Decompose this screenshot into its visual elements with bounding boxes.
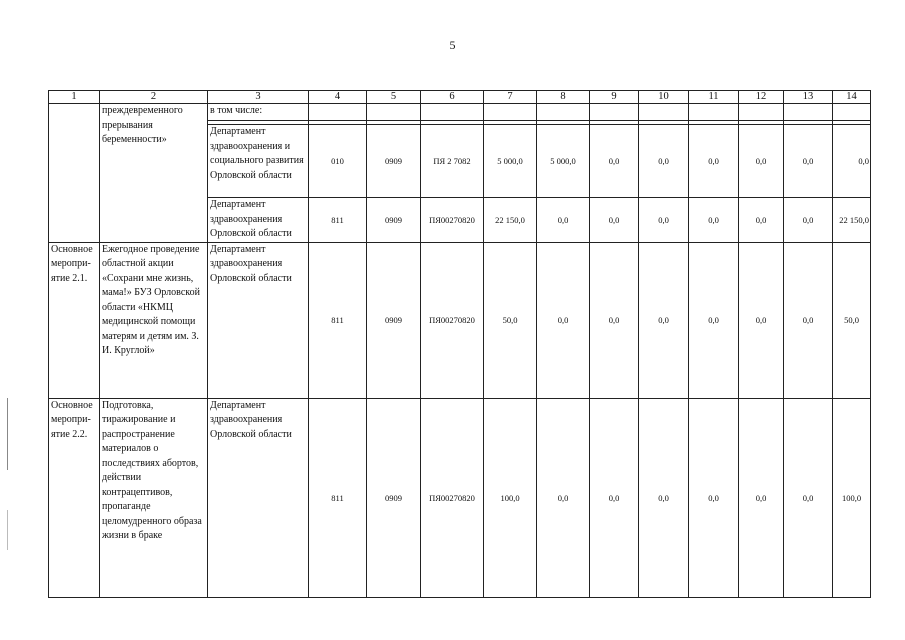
value-cell: 5 000,0 xyxy=(484,125,537,198)
value-cell: 0,0 xyxy=(689,125,739,198)
header-cell: 2 xyxy=(100,91,208,104)
value-cell: 0909 xyxy=(367,242,421,398)
value-cell: 0,0 xyxy=(784,242,833,398)
value-cell: 0,0 xyxy=(639,398,689,597)
value-cell: 0909 xyxy=(367,398,421,597)
value-cell: 22 150,0 xyxy=(833,198,871,243)
header-cell: 8 xyxy=(537,91,590,104)
value-cell: 0,0 xyxy=(590,198,639,243)
value-cell: 100,0 xyxy=(833,398,871,597)
value-cell: 0,0 xyxy=(689,198,739,243)
executor-cell: в том числе: xyxy=(208,104,309,121)
value-cell: 5 000,0 xyxy=(537,125,590,198)
header-cell: 9 xyxy=(590,91,639,104)
value-cell: 0,0 xyxy=(639,242,689,398)
table-row xyxy=(49,398,871,597)
budget-table-container xyxy=(48,90,870,592)
header-cell: 6 xyxy=(421,91,484,104)
event-number-cell: Основное меропри-ятие 2.2. xyxy=(49,398,100,597)
value-cell: 811 xyxy=(309,242,367,398)
value-cell: 010 xyxy=(309,125,367,198)
scan-edge-mark xyxy=(7,398,8,470)
value-cell: 50,0 xyxy=(833,242,871,398)
value-cell: 0,0 xyxy=(639,198,689,243)
value-cell: ПЯ00270820 xyxy=(421,198,484,243)
value-cell: 0,0 xyxy=(537,398,590,597)
value-cell: 0,0 xyxy=(784,125,833,198)
header-cell: 1 xyxy=(49,91,100,104)
header-cell: 7 xyxy=(484,91,537,104)
value-cell: 0,0 xyxy=(590,242,639,398)
event-name-cell: Подготовка, тиражирование и распространение материалов о последствиях абортов, действии контрацептивов, пропаганде целомудренного образа жизни в браке xyxy=(100,398,208,597)
value-cell: 0,0 xyxy=(537,198,590,243)
value-cell: 0,0 xyxy=(739,125,784,198)
page-number: 5 xyxy=(449,38,456,52)
value-cell: 0,0 xyxy=(537,242,590,398)
executor-cell: Департамент здравоохранения Орловской области xyxy=(208,398,309,597)
value-cell: 0,0 xyxy=(833,125,871,198)
budget-table xyxy=(48,90,871,598)
value-cell: 811 xyxy=(309,398,367,597)
value-cell: 0,0 xyxy=(689,398,739,597)
value-cell: 50,0 xyxy=(484,242,537,398)
value-cell: 0,0 xyxy=(590,125,639,198)
header-cell: 10 xyxy=(639,91,689,104)
header-cell: 5 xyxy=(367,91,421,104)
value-cell: 0,0 xyxy=(739,242,784,398)
value-cell: 22 150,0 xyxy=(484,198,537,243)
value-cell: 100,0 xyxy=(484,398,537,597)
value-cell: 0909 xyxy=(367,125,421,198)
executor-cell: Департамент здравоохранения Орловской области xyxy=(208,242,309,398)
table-row xyxy=(49,104,871,121)
event-number-cell: Основное меропри-ятие 2.1. xyxy=(49,242,100,398)
event-name-cell: преждевременного прерывания беременности» xyxy=(100,104,208,243)
header-cell: 12 xyxy=(739,91,784,104)
value-cell: 0,0 xyxy=(590,398,639,597)
value-cell: ПЯ00270820 xyxy=(421,242,484,398)
header-cell: 11 xyxy=(689,91,739,104)
value-cell: 0,0 xyxy=(784,198,833,243)
value-cell: 0,0 xyxy=(739,398,784,597)
value-cell: 811 xyxy=(309,198,367,243)
event-name-cell: Ежегодное проведение областной акции «Сохрани мне жизнь, мама!» БУЗ Орловской области «НКМЦ медицинской помощи матерям и детям им. З. И. Круглой» xyxy=(100,242,208,398)
value-cell: ПЯ00270820 xyxy=(421,398,484,597)
header-row xyxy=(49,91,871,104)
value-cell: 0909 xyxy=(367,198,421,243)
value-cell: 0,0 xyxy=(639,125,689,198)
executor-cell: Департамент здравоохранения и социального развития Орловской области xyxy=(208,125,309,198)
value-cell: 0,0 xyxy=(689,242,739,398)
value-cell: 0,0 xyxy=(739,198,784,243)
executor-cell: Департамент здравоохранения Орловской области xyxy=(208,198,309,243)
header-cell: 13 xyxy=(784,91,833,104)
scan-edge-mark-lower xyxy=(7,510,8,550)
header-cell: 4 xyxy=(309,91,367,104)
header-cell: 3 xyxy=(208,91,309,104)
header-cell: 14 xyxy=(833,91,871,104)
value-cell: 0,0 xyxy=(784,398,833,597)
value-cell: ПЯ 2 7082 xyxy=(421,125,484,198)
table-row xyxy=(49,242,871,398)
event-number-cell xyxy=(49,104,100,243)
